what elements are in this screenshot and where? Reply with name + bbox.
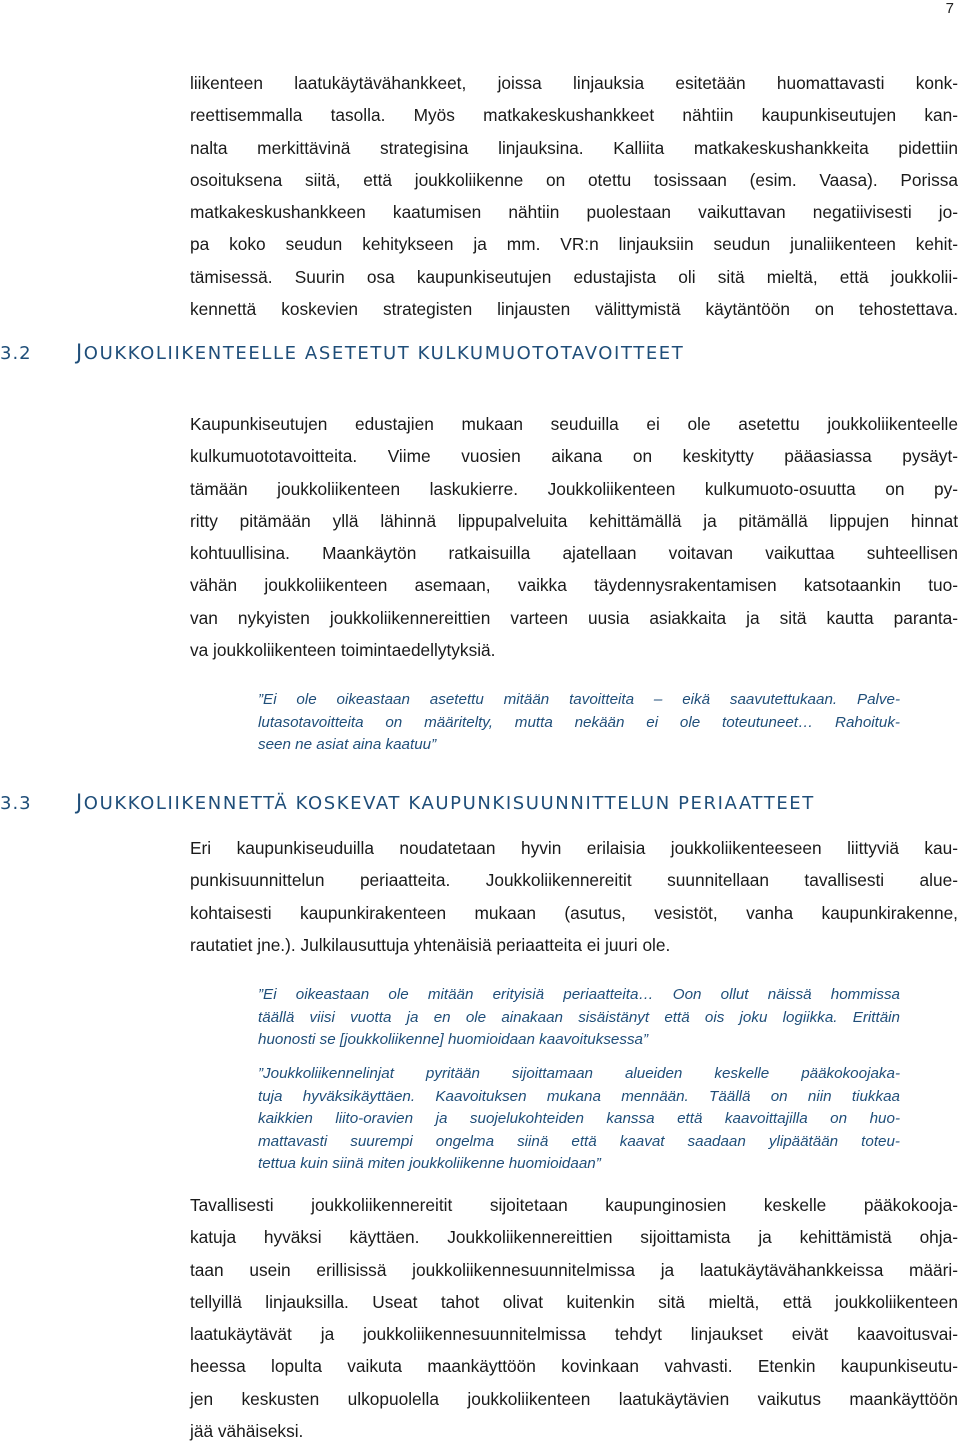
heading-initial: J <box>76 340 84 364</box>
quote-line: tuja hyväksikäyttäen. Kaavoituksen mukana mennään. Täällä on niin tiukkaa <box>258 1087 900 1105</box>
text-line: punkisuunnittelun periaatteita. Joukkoliikennereitit suunnitellaan tavallisesti alue- <box>190 870 958 891</box>
interview-quote <box>258 689 900 757</box>
text-line: laatukäytävät ja joukkoliikennesuunnitelmissa tehdyt linjaukset eivät kaavoitusvai- <box>190 1324 958 1345</box>
quote-line: lutasotavoitteita on määritelty, mutta nekään ei ole toteutuneet… Rahoituk- <box>258 713 900 731</box>
section-number: 3.2 <box>0 343 32 364</box>
section-heading-3-3 <box>0 790 960 816</box>
text-line: va joukkoliikenteen toimintaedellytyksiä. <box>190 640 496 661</box>
section-3-2-paragraph <box>190 408 958 666</box>
quote-line: ”Ei oikeastaan ole mitään erityisiä periaatteita… Oon ollut näissä hommissa <box>258 986 900 1003</box>
text-line: Tavallisesti joukkoliikennereitit sijoitetaan kaupunginosien keskelle pääkokooja- <box>190 1195 958 1215</box>
section-3-3-final-paragraph <box>190 1189 958 1447</box>
quote-line: täällä viisi vuotta ja en ole ainakaan sisäistänyt että ois joku logiikka. Erittäin <box>258 1008 900 1026</box>
text-line: matkakeskushankkeen kaatumisen nähtiin puolestaan vaikuttavan negatiivisesti jo- <box>190 202 958 223</box>
text-line: Eri kaupunkiseuduilla noudatetaan hyvin erilaisia joukkoliikenteeseen liittyviä kau- <box>190 838 958 858</box>
quote-line: mattavasti suurempi ongelma siinä että kaavat saadaan ylipäätään toteu- <box>258 1132 900 1150</box>
text-line: tellyillä linjauksilla. Useat tahot olivat kuitenkin sitä mieltä, että joukkoliikenteen <box>190 1291 958 1312</box>
text-line: jää vähäiseksi. <box>190 1421 304 1442</box>
quote-line: ”Joukkoliikennelinjat pyritään sijoittamaan alueiden keskelle pääkokoojaka- <box>258 1065 900 1082</box>
text-line: tämisessä. Suurin osa kaupunkiseutujen edustajista oli sitä mieltä, että joukkolii- <box>190 266 958 287</box>
page-number: 7 <box>945 0 954 17</box>
quote-line: huonosti se [joukkoliikenne] huomioidaan kaavoituksessa” <box>258 1031 649 1048</box>
text-line: pa koko seudun kehitykseen ja mm. VR:n linjauksiin seudun junaliikenteen kehit- <box>190 234 958 255</box>
text-line: rautatiet jne.). Julkilausuttuja yhtenäisiä periaatteita ei juuri ole. <box>190 934 671 955</box>
section-3-3-paragraph <box>190 832 958 961</box>
text-line: Kaupunkiseutujen edustajien mukaan seuduilla ei ole asetettu joukkoliikenteelle <box>190 414 958 434</box>
heading-title: OUKKOLIIKENNETTÄ KOSKEVAT KAUPUNKISUUNNITTELUN PERIAATTEET <box>83 793 815 814</box>
text-line: heessa lopulta vaikuta maankäyttöön kovinkaan vahvasti. Etenkin kaupunkiseutu- <box>190 1356 958 1377</box>
quote-line: kaikkien liito-oravien ja suojelukohteiden kanssa että kaavoittajilla on huo- <box>258 1110 900 1127</box>
quote-line: seen ne asiat aina kaatuu” <box>258 736 437 753</box>
text-line: katuja hyväksi käyttäen. Joukkoliikennereittien sijoittamista ja kehittämistä ohja- <box>190 1227 958 1248</box>
section-heading-3-2 <box>0 340 960 366</box>
quote-line: tettua kuin siinä miten joukkoliikenne huomioidaan” <box>258 1155 601 1172</box>
text-line: kennettä koskevien strategisten linjausten välittymistä käytäntöön on tehostettava. <box>190 299 958 320</box>
text-line: tämään joukkoliikenteen laskukierre. Joukkoliikenteen kulkumuoto-osuutta on py- <box>190 478 958 499</box>
text-line: kulkumuototavoitteita. Viime vuosien aikana on keskitytty pääasiassa pysäyt- <box>190 446 958 467</box>
heading-title: OUKKOLIIKENTEELLE ASETETUT KULKUMUOTOTAVOITTEET <box>83 343 685 364</box>
intro-paragraph <box>190 67 958 325</box>
text-line: jen keskusten ulkopuolella joukkoliikenteen laatukäytävien vaikutus maankäyttöön <box>190 1388 958 1409</box>
quote-line: ”Ei ole oikeastaan asetettu mitään tavoitteita – eikä saavutettukaan. Palve- <box>258 691 900 708</box>
text-line: liikenteen laatukäytävähankkeet, joissa linjauksia esitetään huomattavasti konk- <box>190 73 958 93</box>
heading-initial: J <box>76 790 84 814</box>
text-line: nalta merkittävinä strategisina linjauksina. Kalliita matkakeskushankkeita pidettiin <box>190 137 958 158</box>
text-line: reettisemmalla tasolla. Myös matkakeskushankkeet nähtiin kaupunkiseutujen kan- <box>190 105 958 126</box>
interview-quote <box>258 984 900 1052</box>
text-line: ritty pitämään yllä lähinnä lippupalveluita kehittämällä ja pitämällä lippujen hinnat <box>190 510 958 531</box>
section-number: 3.3 <box>0 793 32 814</box>
text-line: osoituksena siitä, että joukkoliikenne on otettu tosissaan (esim. Vaasa). Porissa <box>190 169 958 190</box>
interview-quote <box>258 1063 900 1176</box>
text-line: kohtaisesti kaupunkirakenteen mukaan (asutus, vesistöt, vanha kaupunkirakenne, <box>190 902 958 923</box>
text-line: kohtuullisina. Maankäytön ratkaisuilla ajatellaan voitavan vaikuttaa suhteellisen <box>190 543 958 564</box>
text-line: van nykyisten joukkoliikennereittien varteen uusia asiakkaita ja sitä kautta paranta- <box>190 607 958 628</box>
text-line: taan usein erillisissä joukkoliikennesuunnitelmissa ja laatukäytävähankkeissa määri- <box>190 1259 958 1280</box>
text-line: vähän joukkoliikenteen asemaan, vaikka täydennysrakentamisen katsotaankin tuo- <box>190 575 958 596</box>
